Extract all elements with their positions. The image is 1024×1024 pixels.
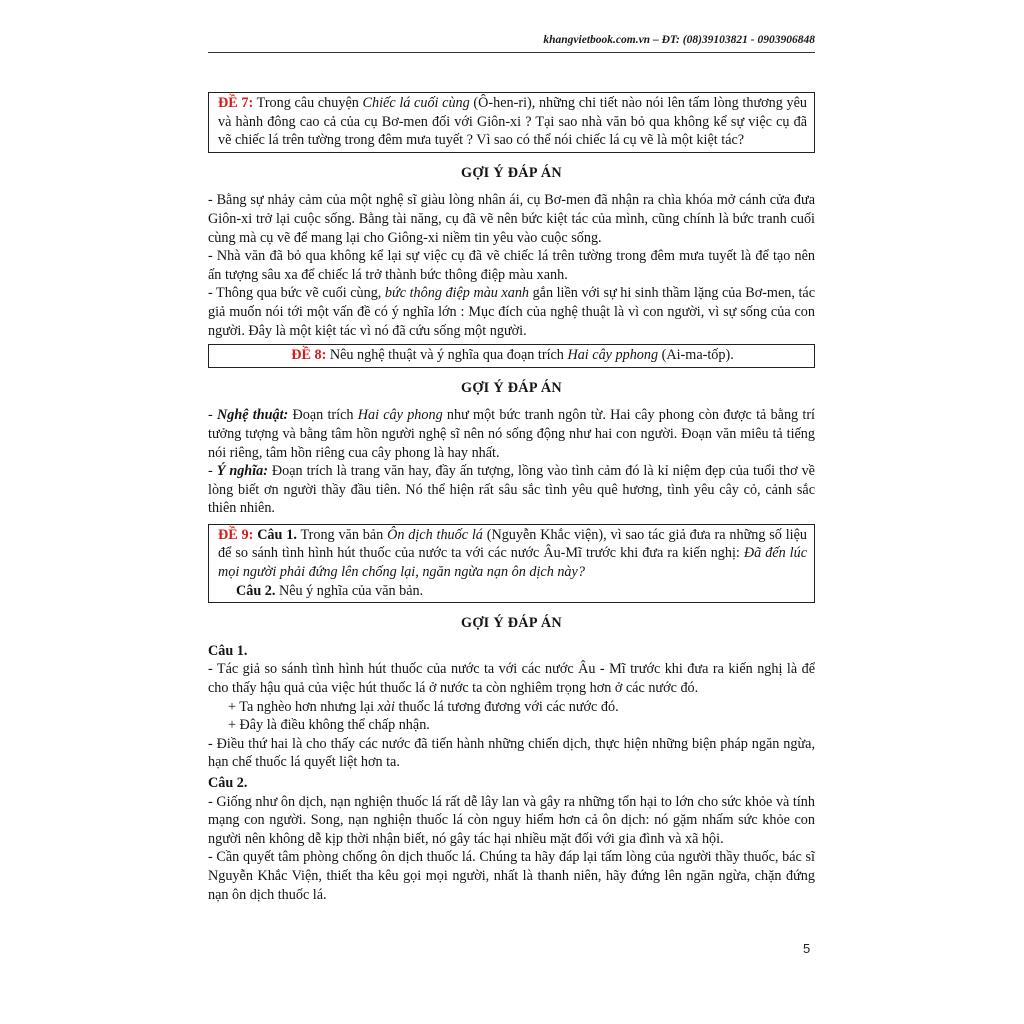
answer-heading: GỢI Ý ĐÁP ÁN (461, 615, 562, 632)
answer-paragraph: - Tác giả so sánh tình hình hút thuốc của nước ta với các nước Âu - Mĩ trước khi đưa ra kiến nghị là để cho thấy hậu quả của việc hút thuốc lá ở nước ta còn nghiêm trọng hơn ở các nước đó. (208, 661, 815, 697)
answer-paragraph: - Bằng sự nhảy cảm của một nghệ sĩ giàu lòng nhân ái, cụ Bơ-men đã nhận ra chìa khóa mở cánh cửa đưa Giôn-xi trở lại cuộc sống. Bằng tài năng, cụ đã vẽ nên bức kiệt tác của mình, cũng chính là bức tranh cuối cùng mà cụ vẽ để mang lại cho Giông-xi niềm tin yêu vào cuộc sống. (208, 192, 815, 246)
sub-question-label: Câu 1. (208, 642, 248, 659)
bullet-item: + Đây là điều không thể chấp nhận. (228, 717, 430, 734)
header-rule (208, 52, 815, 53)
question-box-de9: ĐỀ 9: Câu 1. Trong văn bản Ôn dịch thuốc lá (Nguyễn Khắc viện), vì sao tác giả đưa ra những số liệu để so sánh tình hình hút thuốc của nước ta với các nước Âu-Mĩ trước khi đưa ra kiến nghị: Đã đến lúc mọi người phải đứng lên chống lại, ngăn ngừa nạn ôn dịch này? Câu 2. Nêu ý nghĩa của văn bản. (208, 524, 815, 603)
question-text: Trong câu chuyện (253, 95, 363, 111)
answer-paragraph: - Nhà văn đã bỏ qua không kể lại sự việc cụ đã vẽ chiếc lá trên tường trong đêm mưa tuyết là để tạo nên ấn tượng sâu xa để chiếc lá trở thành bức thông điệp màu xanh. (208, 248, 815, 283)
answer-paragraph: - Giống như ôn dịch, nạn nghiện thuốc lá rất dễ lây lan và gây ra những tổn hại to lớn cho sức khỏe và tính mạng con người. Song, nạn nghiện thuốc lá còn nguy hiểm hơn cả ôn dịch: nó gặm nhấm sức khỏe con người nên không dễ kịp thời nhận biết, nó gây tác hại nhiều mặt đối với gia đình và xã hội. (208, 793, 815, 847)
question-box-de8: ĐỀ 8: Nêu nghệ thuật và ý nghĩa qua đoạn trích Hai cây pphong (Ai-ma-tốp). (208, 344, 815, 368)
sub-question-label: Câu 2. (208, 775, 248, 791)
answer-heading: GỢI Ý ĐÁP ÁN (461, 164, 562, 181)
answer-paragraph: - Thông qua bức vẽ cuối cùng, bức thông điệp màu xanh gắn liền với sự hi sinh thầm lặng của Bơ-men, tác giả muốn nói tới một vấn đề có ý nghĩa lớn : Mục đích của nghệ thuật là vì con người, vì sự sống của con người. Đây là một kiệt tác vì nó đã cứu sống một người. (208, 285, 815, 339)
answer-paragraph: - Nghệ thuật: Đoạn trích Hai cây phong như một bức tranh ngôn từ. Hai cây phong còn được tả bằng trí tưởng tượng và bằng tâm hồn người nghệ sĩ nên nó sống động như hai con người. Đoạn văn miêu tả tiếng nói riêng, tâm hồn riêng cua cây phong là hay nhất. (208, 407, 815, 461)
question-box-de7 (208, 92, 815, 153)
question-label: ĐỀ 7: (218, 95, 254, 111)
answer-heading: GỢI Ý ĐÁP ÁN (461, 379, 562, 396)
work-title: Chiếc lá cuối cùng (362, 95, 470, 111)
page-header: khangvietbook.com.vn – ĐT: (08)39103821 - 0903906848 (543, 34, 815, 46)
question-label: ĐỀ 8: (291, 347, 327, 364)
bullet-item: + Ta nghèo hơn nhưng lại xài thuốc lá tương đương với các nước đó. (228, 698, 619, 715)
answer-paragraph: - Ý nghĩa: Đoạn trích là trang văn hay, đầy ấn tượng, lồng vào tình cảm đó là kỉ niệm đẹp của tuổi thơ về lòng biết ơn người thầy đầu tiên. Nó thể hiện rất sâu sắc tình yêu quê hương, tình yêu cây cỏ, cảnh sắc thiên nhiên. (208, 463, 815, 517)
answer-paragraph: - Cần quyết tâm phòng chống ôn dịch thuốc lá. Chúng ta hãy đáp lại tấm lòng của người thầy thuốc, bác sĩ Nguyễn Khắc Viện, thiết tha kêu gọi mọi người, nhất là thanh niên, hãy đứng lên ngăn ngừa, chặn đứng nạn ôn dịch thuốc lá. (208, 849, 815, 903)
work-title: Hai cây pphong (567, 347, 659, 364)
answer-paragraph: - Điều thứ hai là cho thấy các nước đã tiến hành những chiến dịch, thực hiện những biện pháp ngăn ngừa, hạn chế thuốc lá quyết liệt hơn ta. (208, 735, 815, 771)
question-label: ĐỀ 9: (218, 526, 254, 543)
question-text: (Ô-hen-ri), những chi tiết nào nói lên tấm lòng thương yêu và hành đông cao cả của cụ Bơ-men đối với Giôn-xi ? Tại sao nhà văn bỏ qua không kể sự việc cụ đã vẽ chiếc lá trên tường trong đêm mưa tuyết ? Vì sao có thể nói chiếc lá cụ vẽ là một kiệt tác? (218, 95, 807, 149)
page-content (208, 92, 815, 904)
page-number: 5 (803, 941, 811, 956)
